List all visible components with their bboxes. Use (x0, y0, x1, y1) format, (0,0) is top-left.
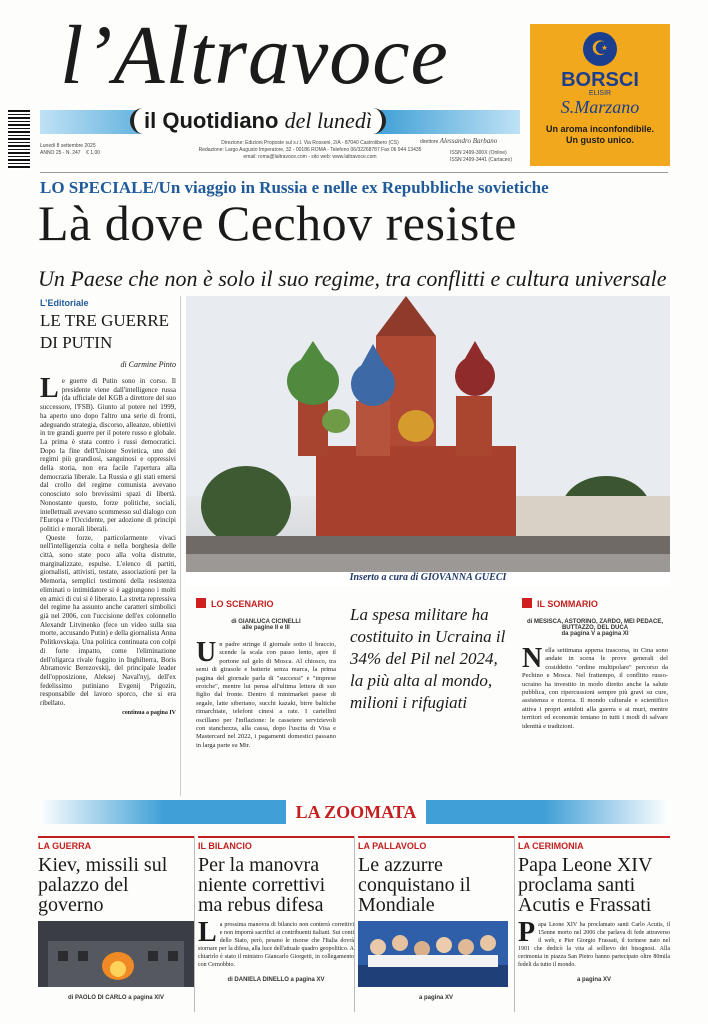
info-line: Redazione: Largo Augusto Imperatore, 32 - 00186 ROMA - Telefono 06/32268787 Fax 06 944 13435 (198, 147, 422, 153)
editorial-column (40, 298, 176, 716)
sommario-column (522, 598, 668, 731)
info-line: email: roma@laltravoce.com - sito web: www.laltravoce.com (243, 154, 377, 160)
dropcap: P (518, 917, 536, 948)
ad-elisir: ELISIR (588, 90, 612, 97)
pull-quote: La spesa militare ha costituito in Ucraina il 34% del Pil nel 2024, la più alta al mondo, milioni i rifugiati (350, 605, 506, 712)
ad-tagline-1: Un aroma inconfondibile. (545, 124, 654, 134)
masthead-subtitle (130, 108, 386, 134)
story-kicker: LA GUERRA (38, 836, 194, 851)
issue-info (40, 143, 100, 157)
story-text: apa Leone XIV ha proclamato santi Carlo Acutis, il 15enne morto nel 2006 che parlava di fede attraverso il web, e Pier Giorgio Frassati, il torinese nato nel 1901 che dedicò la vita al sollievo dei bisognosi. Alla cerimonia in piazza San Pietro hanno partecipato oltre 80mila fedeli da tutto il mondo. (518, 922, 670, 968)
column-divider (194, 836, 195, 1012)
story-byline: di PAOLO DI CARLO a pagina XIV (68, 995, 164, 1001)
issn-print: ISSN 2499-3441 (Cartaceo) (450, 157, 512, 163)
dropcap: U (196, 637, 217, 668)
saint-basil-cathedral-photo (186, 296, 670, 572)
story-headline: Per la manovra niente correttivi ma rebus difesa (198, 854, 326, 916)
masthead-title: l’Altravoce (60, 9, 449, 102)
cathedral-illustration (186, 296, 670, 572)
issn-online: ISSN 2499-300X (Online) (450, 150, 507, 156)
dropcap: L (40, 373, 59, 404)
editorial-title[interactable] (40, 310, 176, 354)
column-divider (180, 296, 181, 796)
continues-link[interactable]: continua a pagina IV (122, 709, 176, 716)
photo-caption: Inserto a cura di GIOVANNA GUECI (186, 572, 670, 586)
story-kicker: IL BILANCIO (198, 836, 354, 851)
bottom-story-cerimonia[interactable] (518, 836, 670, 983)
barcode (8, 110, 30, 170)
column-divider (354, 836, 355, 1012)
red-square-icon (196, 598, 206, 608)
issue-number: ANNO 25 - N. 247 € 1,00 (40, 150, 101, 156)
kiev-fire-photo (38, 921, 194, 987)
ad-brand: BORSCI (561, 69, 639, 91)
main-headline[interactable]: Là dove Cechov resiste (38, 195, 517, 251)
editorial-body-2: Queste forze, particolarmente vivaci nell'intelligenzia colta e nella borghesia delle città, sono state poco alla volta distrutte, marginalizzate, espulse. L'elenco di partiti, giornalisti, attivisti, testate, associazioni per la Memoria, semplici testimoni della resistenza eliminati o intimidatore si è aggiungono i molti en amici di cui si è liberato. La stretta repressiva del regime ha assunto anche caratteri simbolici già nel 2006, con l'uccisione dell'ex colonnello Alexandr Litvinenko (fece un video sulla sua morte, accusando Putin) e della giornalista Anna Politkovskaja. Una politica continuata con colpi di forte impatto, come l'eliminazione dell'oligarca rivale fuggito in Inghilterra, Boris Abramovic Berezovskij, del principale leader dell'opposizione, Aleksej Naval'nyj, dell'ex fedelissimo putiniano Evgenij Prigozin, responsabile del lavoro sporco, che si era ribellato. (40, 533, 176, 708)
dropcap: N (522, 643, 543, 674)
story-headline: Le azzurre conquistano il Mondiale (358, 854, 471, 916)
scenario-byline: di GIANLUCA CICINELLI (231, 619, 301, 625)
sommario-label[interactable]: IL SOMMARIO (522, 598, 668, 609)
publisher-info (180, 140, 440, 161)
scenario-label[interactable]: LO SCENARIO (196, 598, 336, 609)
editorial-title-line: LE TRE GUERRE (40, 311, 170, 330)
date: Lunedì 8 settembre 2025 (40, 143, 96, 149)
red-square-icon (522, 598, 532, 608)
director-label: direttore (420, 139, 439, 145)
editorial-title-line: DI PUTIN (40, 333, 113, 352)
main-subhead: Un Paese che non è solo il suo regime, tra conflitti e cultura universale (38, 266, 667, 291)
info-line: Direzione: Edizioni Proposte sul s.r.l. Via Rosseni, 2/A - 87040 Castrolibero (CS) (221, 140, 399, 146)
bottom-story-bilancio[interactable] (198, 836, 354, 983)
story-text: a prossima manovra di bilancio non conterrà correttivi e non imporrà sacrifici ai contribuenti italiani. Sui conti dello Stato, però, pesano le risorse che l'Italia dovrà stornare per la difesa, alla luce dell'attuale quadro geopolitico. A chiarirlo è stato il ministro Giancarlo Giorgetti, in collegamento con Cernobbio. (198, 922, 354, 968)
editorial-label: L’Editoriale (40, 298, 89, 308)
scenario-pages: alle pagine II e III (242, 625, 290, 631)
borsci-advertisement[interactable] (530, 24, 670, 166)
director-info (420, 138, 528, 164)
scenario-text: n padre stringe il giornale sotto il braccio, scende la scala con passo lento, apre il portone sul gelo di Mosca. Al chiosco, tra semi di girasole e batterie senza marca, la prima pagina del giornale parla di "successi" e "imprese eroiche", mentre lui pensa all'ultima lettera di suo figlio dal fronte. Dentro il minimarket paese di segale, latte siberiano, succhi kazaki, birre baltiche rimarchiate, telefoni cinesi a rate. I cartellini oscillano per l'inflazione: le casseiere servizievoli con stanchezza, alla cassa, dopo l'uscita di Visa e Mastercard nel 2022, i pagamenti domestici passano in larga parte su Mir. (196, 641, 336, 749)
sommario-pages: da pagina V a pagina XI (561, 631, 629, 637)
sommario-byline: di MESISCA, ASTORINO, ZARDO, MEI PEDACE, BUTTAZZO, DEL DUCA (526, 619, 663, 631)
price: € 1,00 (86, 150, 101, 156)
sommario-text: ella settimana appena trascorsa, in Cina sono andate in scena le prove generali del cosiddetto "ordine multipolare" percorso da Pechino e Mosca. Nel frattempo, il conflitto russo-ucraino ha investito in modo diretto anche la salute pubblica, con ripercussioni sempre più gravi su cure, assistenza e ricerca. Il mondo culturale e scientifico attiva i propri antidoti alla guerra e ai muri, mentre territori ed economie tentano in tutti i modi di salvare identità e tradizioni. (522, 647, 668, 730)
scenario-body (196, 637, 336, 750)
subtitle-main: il Quotidiano (144, 108, 279, 133)
story-kicker: LA CERIMONIA (518, 836, 670, 851)
sommario-body (522, 643, 668, 731)
story-headline: Papa Leone XIV proclama santi Acutis e Frassati (518, 854, 653, 916)
editorial-byline: di Carmine Pinto (120, 360, 176, 369)
special-kicker: LO SPECIALE/Un viaggio in Russia e nelle ex Repubbliche sovietiche (40, 178, 549, 197)
dropcap: L (198, 917, 217, 948)
editorial-body (40, 373, 176, 534)
subtitle-suffix: del lunedì (284, 108, 372, 133)
editorial-text: e guerre di Putin sono in corso. Il presidente viene dall'intelligence russa (da ufficiale del KGB a direttore del suo successore, l'FSB). Giunto al potere nel 1999, ha aperto uno dopo l'altro una serie di fronti, adeguando strategia, discorso, alleanze, obiettivi in tre grandi guerre per il potere russo e globale. La prima è stata contro i russi democratici. Dopo la fine dell'Unione Sovietica, uno dei regimi più grandiosi, sanguinosi e oppressivi della storia, non era facile l'apertura alla democrazia liberale. La Russia e gli stati emersi dal crollo del regime comunista avevano conosciuto solo brevissimi spazi di libertà. Nonostante questo, forze politiche, sociali, intellettuali avevano scommesso sul dialogo con l'Europa e l'Occidente, per adozione di principi politici e morali liberali. (40, 377, 176, 533)
scenario-column (196, 598, 336, 750)
story-byline: a pagina XV (576, 977, 611, 983)
ad-script-logo: S.Marzano (560, 97, 640, 117)
crescent-star-icon: ☪ (583, 32, 617, 66)
story-body (518, 917, 670, 969)
story-byline: di DANIELA DINELLO a pagina XV (227, 977, 325, 983)
story-body (198, 917, 354, 969)
column-divider (514, 836, 515, 1012)
bottom-story-pallavolo[interactable] (358, 836, 514, 1001)
volleyball-team-photo (358, 921, 508, 987)
bottom-story-guerra[interactable] (38, 836, 194, 1001)
story-byline: a pagina XV (418, 995, 453, 1001)
story-headline: Kiev, missili sul palazzo del governo (38, 854, 168, 916)
story-kicker: LA PALLAVOLO (358, 836, 514, 851)
director-name: Alessandro Barbano (439, 137, 498, 145)
zoomata-label: LA ZOOMATA (286, 800, 426, 824)
divider (40, 172, 668, 173)
ad-tagline-2: Un gusto unico. (566, 135, 634, 145)
